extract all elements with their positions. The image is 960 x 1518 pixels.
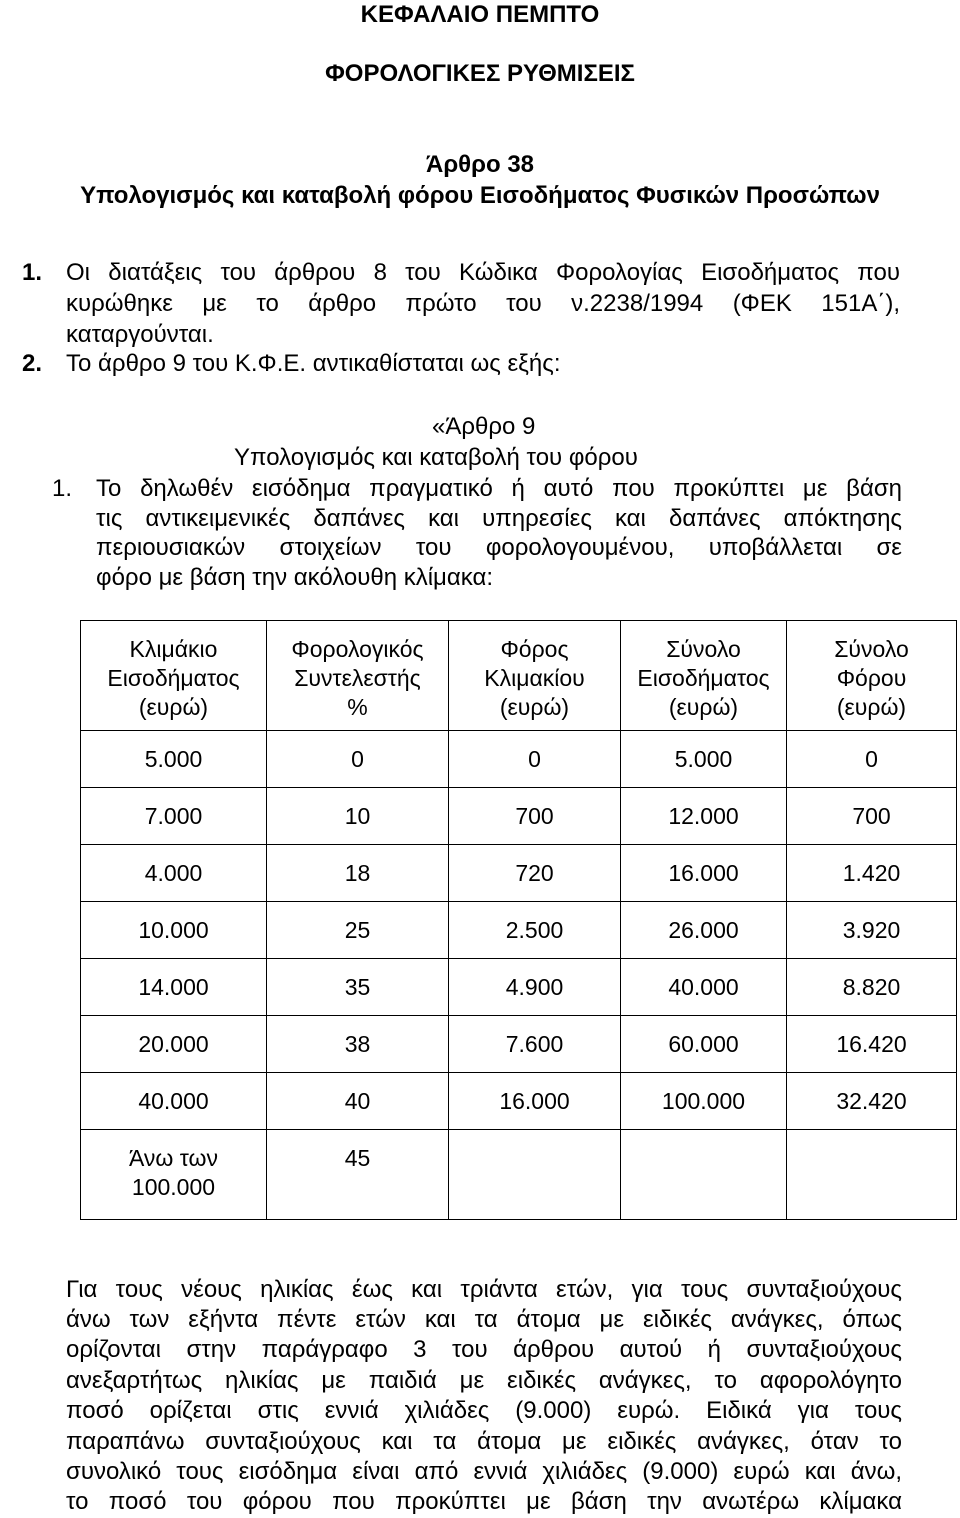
table-cell-empty [621,1130,787,1220]
header-total-income: Σύνολο Εισοδήματος (ευρώ) [621,621,787,731]
quoted-article-title: «Άρθρο 9 [432,413,536,440]
table-cell: 1.420 [787,845,957,902]
tax-scale-table [80,620,957,1220]
table-header-row [81,621,957,731]
article-title: Άρθρο 38 [425,151,535,178]
table-cell: 25 [267,902,449,959]
closing-line: Για τους νέους ηλικίας έως και τριάντα ετών, για τους συνταξιούχους [66,1276,902,1303]
table-cell: 40 [267,1073,449,1130]
para1-line: Το δηλωθέν εισόδημα πραγματικό ή αυτό που προκύπτει με βάση [96,475,902,502]
table-cell-empty [787,1130,957,1220]
closing-line: συνολικό τους εισόδημα είναι από εννιά χιλιάδες (9.000) ευρώ και άνω, [66,1458,902,1485]
item1-number: 1. [22,259,43,286]
table-cell: 12.000 [621,788,787,845]
table-cell: 7.600 [449,1016,621,1073]
table-cell: 16.420 [787,1016,957,1073]
header-rate: Φορολογικός Συντελεστής % [267,621,449,731]
closing-line: ορίζονται στην παράγραφο 3 του άρθρου αυτού ή συνταξιούχους [66,1336,902,1363]
para1-line: περιουσιακών στοιχείων του φορολογουμένου, υποβάλλεται σε [96,534,902,561]
header-total-tax: Σύνολο Φόρου (ευρώ) [787,621,957,731]
table-row [81,902,957,959]
para1-line: φόρο με βάση την ακόλουθη κλίμακα: [96,564,494,591]
article-subtitle: Υπολογισμός και καταβολή φόρου Εισοδήματος Φυσικών Προσώπων [80,182,880,209]
closing-line: άνω των εξήντα πέντε ετών και τα άτομα με ειδικές ανάγκες, όπως [66,1306,902,1333]
table-row [81,845,957,902]
item2-text: Το άρθρο 9 του Κ.Φ.Ε. αντικαθίσταται ως εξής: [66,350,561,377]
table-cell: Άνω των 100.000 [81,1130,267,1220]
table-cell: 4.000 [81,845,267,902]
table-cell: 5.000 [81,731,267,788]
table-cell: 700 [449,788,621,845]
para1-line: τις αντικειμενικές δαπάνες και υπηρεσίες και δαπάνες απόκτησης [96,505,902,532]
para1-number: 1. [52,475,73,502]
table-cell: 4.900 [449,959,621,1016]
table-cell: 5.000 [621,731,787,788]
closing-line: το ποσό του φόρου που προκύπτει με βάση την ανωτέρω κλίμακα [66,1488,902,1515]
table-cell: 32.420 [787,1073,957,1130]
closing-line: ανεξαρτήτως ηλικίας με παιδιά με ειδικές ανάγκες, το αφορολόγητο [66,1367,902,1394]
table-cell: 0 [787,731,957,788]
table-cell: 8.820 [787,959,957,1016]
table-cell: 40.000 [621,959,787,1016]
table-cell: 0 [267,731,449,788]
item1-line: κυρώθηκε με το άρθρο πρώτο του ν.2238/1994 (ΦΕΚ 151Α΄), [66,290,900,317]
table-cell-empty [449,1130,621,1220]
header-bracket-tax: Φόρος Κλιμακίου (ευρώ) [449,621,621,731]
quoted-article-subtitle: Υπολογισμός και καταβολή του φόρου [234,444,638,471]
table-cell: 60.000 [621,1016,787,1073]
table-cell: 18 [267,845,449,902]
table-row [81,1016,957,1073]
table-cell: 2.500 [449,902,621,959]
table-row [81,731,957,788]
table-cell: 16.000 [621,845,787,902]
table-cell: 16.000 [449,1073,621,1130]
table-cell: 100.000 [621,1073,787,1130]
table-row [81,788,957,845]
item1-line: Οι διατάξεις του άρθρου 8 του Κώδικα Φορολογίας Εισοδήματος που [66,259,900,286]
table-cell: 26.000 [621,902,787,959]
table-cell: 7.000 [81,788,267,845]
item1-line: καταργούνται. [66,321,214,348]
table-cell: 20.000 [81,1016,267,1073]
table-cell: 720 [449,845,621,902]
closing-line: ποσό ορίζεται στις εννιά χιλιάδες (9.000) ευρώ. Ειδικά για τους [66,1397,902,1424]
table-row [81,1073,957,1130]
table-cell: 45 [267,1130,449,1220]
table-cell: 10.000 [81,902,267,959]
closing-line: παραπάνω συνταξιούχους και τα άτομα με ειδικές ανάγκες, όταν το [66,1428,902,1455]
table-cell: 40.000 [81,1073,267,1130]
table-cell: 3.920 [787,902,957,959]
header-bracket: Κλιμάκιο Εισοδήματος (ευρώ) [81,621,267,731]
table-cell: 0 [449,731,621,788]
table-cell: 10 [267,788,449,845]
table-cell: 35 [267,959,449,1016]
table-cell: 38 [267,1016,449,1073]
table-cell: 14.000 [81,959,267,1016]
table-cell: 700 [787,788,957,845]
item2-number: 2. [22,350,43,377]
table-row [81,959,957,1016]
chapter-heading: ΚΕΦΑΛΑΙΟ ΠΕΜΠΤΟ [360,1,600,28]
table-row [81,1130,957,1220]
section-heading: ΦΟΡΟΛΟΓΙΚΕΣ ΡΥΘΜΙΣΕΙΣ [325,60,635,87]
